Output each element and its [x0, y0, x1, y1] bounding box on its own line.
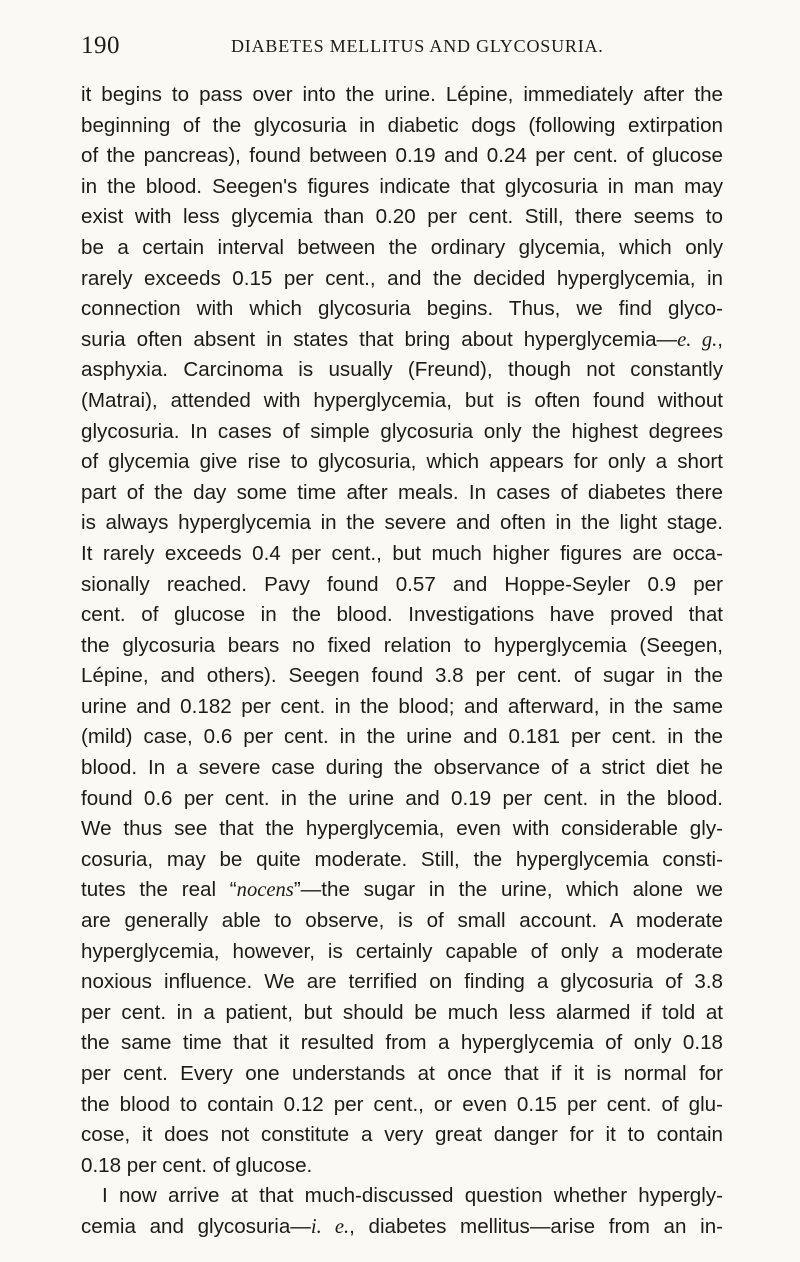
text-line: per cent. in a patient, but should be much less alarmed if told at — [81, 1000, 723, 1024]
text-line: I now arrive at that much-discussed question whether hypergly- — [102, 1184, 723, 1208]
text-line — [81, 875, 723, 906]
text-line: the blood to contain 0.12 per cent., or even 0.15 per cent. of glu- — [81, 1092, 723, 1116]
text-line: of the pancreas), found between 0.19 and 0.24 per cent. of glucose — [81, 144, 723, 168]
text-line: urine and 0.182 per cent. in the blood; and afterward, in the same — [81, 694, 723, 718]
text-line — [81, 1212, 723, 1243]
text-line: glycosuria. In cases of simple glycosuria only the highest degrees — [81, 419, 723, 443]
text-line: It rarely exceeds 0.4 per cent., but much higher figures are occa- — [81, 541, 723, 565]
text-segment: tutes the real “ — [81, 878, 237, 902]
text-line: found 0.6 per cent. in the urine and 0.19 per cent. in the blood. — [81, 786, 723, 810]
text-line: are generally able to observe, is of small account. A moderate — [81, 909, 723, 933]
text-line: the same time that it resulted from a hyperglycemia of only 0.18 — [81, 1031, 723, 1055]
text-line: Lépine, and others). Seegen found 3.8 per cent. of sugar in the — [81, 664, 723, 688]
text-line: cose, it does not constitute a very great danger for it to contain — [81, 1123, 723, 1147]
text-line: blood. In a severe case during the observance of a strict diet he — [81, 756, 723, 780]
text-line — [81, 325, 723, 356]
text-line: it begins to pass over into the urine. Lépine, immediately after the — [81, 83, 723, 106]
text-line: cent. of glucose in the blood. Investigations have proved that — [81, 603, 723, 627]
text-line: rarely exceeds 0.15 per cent., and the decided hyperglycemia, in — [81, 266, 723, 290]
text-line: connection with which glycosuria begins. Thus, we find glyco- — [81, 297, 723, 321]
text-line: of glycemia give rise to glycosuria, which appears for only a short — [81, 450, 723, 474]
italic-text: e. g. — [677, 328, 718, 351]
text-segment: , — [717, 327, 723, 351]
page-number: 190 — [81, 32, 120, 59]
text-line: in the blood. Seegen's figures indicate that glycosuria in man may — [81, 174, 723, 198]
text-line: is always hyperglycemia in the severe and often in the light stage. — [81, 511, 723, 535]
text-line: hyperglycemia, however, is certainly capable of only a moderate — [81, 939, 723, 963]
text-line: per cent. Every one understands at once that if it is normal for — [81, 1062, 723, 1085]
text-segment: ”—the sugar in the urine, which alone we — [293, 878, 723, 902]
text-line: noxious influence. We are terrified on finding a glycosuria of 3.8 — [81, 970, 723, 994]
text-line: (Matrai), attended with hyperglycemia, but is often found without — [81, 388, 723, 412]
text-line: We thus see that the hyperglycemia, even with considerable gly- — [81, 817, 723, 841]
text-segment: cemia and glycosuria— — [81, 1214, 311, 1238]
text-line: cosuria, may be quite moderate. Still, the hyperglycemia consti- — [81, 847, 723, 871]
italic-text: i. e. — [310, 1215, 350, 1238]
text-line: exist with less glycemia than 0.20 per cent. Still, there seems to — [81, 205, 723, 229]
text-line: asphyxia. Carcinoma is usually (Freund), though not constantly — [81, 358, 723, 382]
page-header — [81, 30, 721, 66]
text-line: (mild) case, 0.6 per cent. in the urine and 0.181 per cent. in the — [81, 725, 723, 749]
text-line: be a certain interval between the ordinary glycemia, which only — [81, 235, 723, 259]
text-line: 0.18 per cent. of glucose. — [81, 1153, 313, 1177]
body-text — [81, 80, 723, 1243]
text-segment: suria often absent in states that bring about hyperglycemia— — [81, 327, 678, 351]
text-line: part of the day some time after meals. In cases of diabetes there — [81, 480, 723, 504]
text-segment: , diabetes mellitus—arise from an in- — [349, 1214, 724, 1238]
text-line: sionally reached. Pavy found 0.57 and Hoppe-Seyler 0.9 per — [81, 572, 723, 596]
text-line: beginning of the glycosuria in diabetic dogs (following extirpation — [81, 113, 723, 137]
text-line: the glycosuria bears no fixed relation to hyperglycemia (Seegen, — [81, 633, 723, 657]
italic-text: nocens — [236, 879, 294, 902]
running-title: DIABETES MELLITUS AND GLYCOSURIA. — [231, 36, 604, 56]
